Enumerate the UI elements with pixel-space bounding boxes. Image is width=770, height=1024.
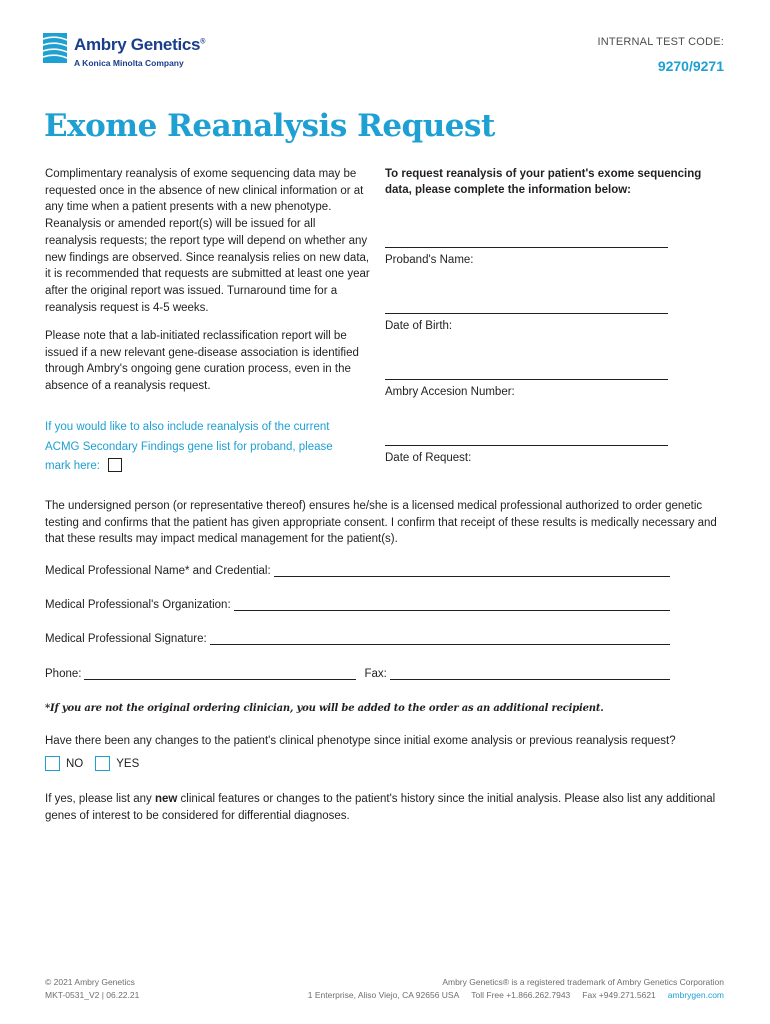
- internal-test-code-label: INTERNAL TEST CODE:: [597, 36, 724, 48]
- date-of-request-line[interactable]: [385, 445, 668, 446]
- attestation-text: The undersigned person (or representative thereof) ensures he/she is a licensed medical professional authorized to order genetic testing and confirms that the patient has given appropriate consent. I confirm that receipt of these results is medically necessary and that these results may impact medical management for the patient(s).: [45, 500, 717, 545]
- brand-name: Ambry Genetics®: [74, 35, 206, 54]
- option-no[interactable]: [45, 756, 83, 771]
- acmg-request: [45, 418, 345, 477]
- date-of-birth-line[interactable]: [385, 313, 668, 314]
- recipient-note: *If you are not the original ordering clinician, you will be added to the order as an additional recipient.: [45, 703, 604, 714]
- mp-name-label: Medical Professional Name* and Credential:: [45, 565, 271, 577]
- page-title: Exome Reanalysis Request: [44, 108, 495, 144]
- if-yes-after: clinical features or changes to the patient's history since the initial analysis. Please also list any additional genes of interest to be considered for differential diagnoses.: [45, 793, 716, 822]
- phone-input[interactable]: [84, 668, 356, 680]
- accession-number-field[interactable]: [385, 379, 668, 398]
- mp-signature-input[interactable]: [210, 633, 670, 645]
- intro-paragraph-1: Complimentary reanalysis of exome sequencing data may be requested once in the absence of new clinical information or at any time when a patient presents with a new phenotype. Reanalysis or amended report(s) will be issued for all reanalysis requests; the report type will depend on whether any new findings are observed. Since reanalysis relies on new data, it is recommended that requests are submitted at least one year after the original report was issued. Turnaround time for a reanalysis request is 4-5 weeks.: [45, 168, 370, 314]
- intro-paragraph-2: Please note that a lab-initiated reclassification report will be issued if a new relevant gene-disease association is identified through Ambry's ongoing gene curation process, even in the absence of a reanalysis request.: [45, 330, 359, 393]
- acmg-text: If you would like to also include reanalysis of the current ACMG Secondary Findings gene list for proband, please mark here:: [45, 421, 333, 472]
- fax-input[interactable]: [390, 668, 670, 680]
- fax-number: Fax +949.271.5621: [582, 990, 656, 1000]
- mp-org-input[interactable]: [234, 599, 670, 611]
- mp-signature-label: Medical Professional Signature:: [45, 633, 207, 645]
- website-link[interactable]: ambrygen.com: [667, 990, 724, 1000]
- document-code: MKT-0531_V2 | 06.22.21: [45, 990, 140, 1000]
- mp-org-label: Medical Professional's Organization:: [45, 599, 231, 611]
- brand-subtitle: A Konica Minolta Company: [74, 58, 184, 68]
- phone-fax-row: [45, 668, 670, 680]
- phenotype-question: Have there been any changes to the patient's clinical phenotype since initial exome analysis or previous reanalysis request?: [45, 735, 676, 747]
- option-yes[interactable]: [95, 756, 139, 771]
- no-label: NO: [66, 757, 84, 770]
- acmg-checkbox[interactable]: [108, 458, 122, 472]
- proband-name-label: Proband's Name:: [385, 254, 474, 266]
- mp-name-input[interactable]: [274, 565, 670, 577]
- proband-name-field[interactable]: [385, 247, 668, 266]
- date-of-request-label: Date of Request:: [385, 452, 472, 464]
- address: 1 Enterprise, Aliso Viejo, CA 92656 USA: [307, 990, 460, 1000]
- no-checkbox[interactable]: [45, 756, 60, 771]
- date-of-request-field[interactable]: [385, 445, 668, 464]
- if-yes-before: If yes, please list any: [45, 793, 155, 805]
- yes-checkbox[interactable]: [95, 756, 110, 771]
- toll-free: Toll Free +1.866.262.7943: [471, 990, 571, 1000]
- mp-name-row: [45, 565, 670, 577]
- mp-signature-row: [45, 633, 670, 645]
- date-of-birth-label: Date of Birth:: [385, 320, 453, 332]
- yes-label: YES: [116, 757, 140, 770]
- mp-org-row: [45, 599, 670, 611]
- phenotype-options: [45, 756, 151, 771]
- right-intro: To request reanalysis of your patient's exome sequencing data, please complete the information below:: [385, 168, 702, 196]
- fax-label: Fax:: [364, 668, 387, 680]
- copyright: © 2021 Ambry Genetics: [45, 977, 135, 987]
- trademark-notice: Ambry Genetics® is a registered trademark of Ambry Genetics Corporation: [442, 977, 724, 987]
- phone-label: Phone:: [45, 668, 82, 680]
- logo-mark-icon: [43, 33, 69, 72]
- if-yes-bold: new: [154, 793, 178, 805]
- footer-right: [308, 976, 724, 1002]
- proband-name-line[interactable]: [385, 247, 668, 248]
- accession-number-label: Ambry Accesion Number:: [385, 386, 515, 398]
- footer-left: [45, 976, 139, 1002]
- internal-test-code-value: 9270/9271: [657, 58, 724, 74]
- if-yes-instructions: [45, 791, 735, 824]
- accession-number-line[interactable]: [385, 379, 668, 380]
- date-of-birth-field[interactable]: [385, 313, 668, 332]
